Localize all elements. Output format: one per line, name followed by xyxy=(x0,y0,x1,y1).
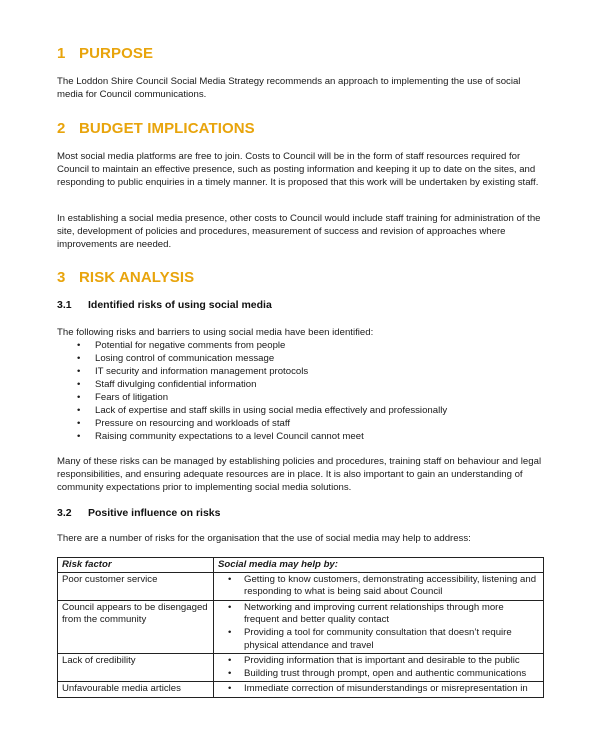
budget-paragraph-1: Most social media platforms are free to join. Costs to Council will be in the form of staff resources required for Council to maintain an effective presence, such as posting information and keeping it up to date on the sites, and responding to public enquiries in a timely manner. It is proposed that this work will be undertaken by existing staff. xyxy=(57,151,539,188)
bullet-icon: • xyxy=(77,418,81,429)
help-cell xyxy=(214,600,544,653)
bullet-icon: • xyxy=(228,601,232,613)
risks-outro: Many of these risks can be managed by establishing policies and procedures, training staff on behaviour and legal responsibilities, and ensuring adequate resources are in place. It is also important to gain an understanding of community expectations prior to implementing social media solutions. xyxy=(57,456,542,493)
list-item: • Providing a tool for community consultation that doesn’t require physical attendance and travel xyxy=(228,626,512,651)
subsection-heading-identified-risks xyxy=(57,299,272,311)
section-heading-risk xyxy=(57,269,194,286)
subsection-title: Positive influence on risks xyxy=(88,507,221,519)
section-title: PURPOSE xyxy=(79,45,154,62)
bullet-icon: • xyxy=(77,366,81,377)
risk-factor-cell: Lack of credibility xyxy=(58,654,214,682)
subsection-title: Identified risks of using social media xyxy=(88,299,272,311)
bullet-icon: • xyxy=(77,392,81,403)
bullet-icon: • xyxy=(77,405,81,416)
column-header-risk-factor: Risk factor xyxy=(58,558,214,573)
table-row xyxy=(58,654,544,682)
list-item: • IT security and information management protocols xyxy=(77,366,309,377)
section-title: BUDGET IMPLICATIONS xyxy=(79,120,255,137)
section-heading-purpose xyxy=(57,45,153,62)
budget-paragraph-2: In establishing a social media presence, other costs to Council would include staff training for administration of the site, development of policies and procedures, measurement of success and revision of approaches where improvements are needed. xyxy=(57,213,541,250)
list-item: • Losing control of communication message xyxy=(77,353,275,364)
risks-list xyxy=(57,339,547,443)
list-item: • Staff divulging confidential information xyxy=(77,379,257,390)
section-number: 2 xyxy=(57,120,66,137)
subsection-number: 3.2 xyxy=(57,507,72,519)
list-item: • Raising community expectations to a level Council cannot meet xyxy=(77,431,364,442)
bullet-icon: • xyxy=(77,340,81,351)
positive-influence-intro: There are a number of risks for the organisation that the use of social media may help to address: xyxy=(57,533,471,544)
bullet-icon: • xyxy=(77,353,81,364)
bullet-icon: • xyxy=(228,683,232,695)
section-number: 3 xyxy=(57,269,66,286)
list-item: • Building trust through prompt, open and authentic communications xyxy=(228,667,527,679)
risk-factor-cell: Council appears to be disengaged from the community xyxy=(58,600,214,653)
page-bottom-fade xyxy=(0,708,600,730)
bullet-icon: • xyxy=(228,667,232,679)
table-row xyxy=(58,572,544,600)
list-item: • Networking and improving current relationships through more frequent and better quality contact xyxy=(228,601,504,626)
list-item: • Pressure on resourcing and workloads of staff xyxy=(77,418,290,429)
list-item: • Potential for negative comments from people xyxy=(77,340,286,351)
subsection-number: 3.1 xyxy=(57,299,72,311)
section-heading-budget xyxy=(57,120,255,137)
subsection-heading-positive-influence xyxy=(57,507,220,519)
bullet-icon: • xyxy=(77,379,81,390)
section-number: 1 xyxy=(57,45,66,62)
help-cell xyxy=(214,572,544,600)
table-row xyxy=(58,600,544,653)
column-header-social-media-help: Social media may help by: xyxy=(214,558,544,573)
list-item: • Lack of expertise and staff skills in using social media effectively and professionally xyxy=(77,405,448,416)
help-cell xyxy=(214,654,544,682)
bullet-icon: • xyxy=(228,626,232,638)
risk-factor-cell: Unfavourable media articles xyxy=(58,682,214,698)
table-header-row xyxy=(58,558,544,573)
help-cell xyxy=(214,682,544,698)
bullet-icon: • xyxy=(77,431,81,442)
list-item: • Getting to know customers, demonstrating accessibility, listening and responding to what is being said about Council xyxy=(228,573,537,598)
purpose-paragraph: The Loddon Shire Council Social Media Strategy recommends an approach to implementing the use of social media for Council communications. xyxy=(57,76,521,100)
bullet-icon: • xyxy=(228,573,232,585)
table-row xyxy=(58,682,544,698)
section-title: RISK ANALYSIS xyxy=(79,269,195,286)
risk-table xyxy=(57,557,544,698)
list-item: • Providing information that is important and desirable to the public xyxy=(228,655,520,667)
list-item: • Immediate correction of misunderstandings or misrepresentation in xyxy=(228,683,528,695)
bullet-icon: • xyxy=(228,655,232,667)
risk-factor-cell: Poor customer service xyxy=(58,572,214,600)
list-item: • Fears of litigation xyxy=(77,392,169,403)
risks-intro: The following risks and barriers to using social media have been identified: xyxy=(57,327,374,338)
